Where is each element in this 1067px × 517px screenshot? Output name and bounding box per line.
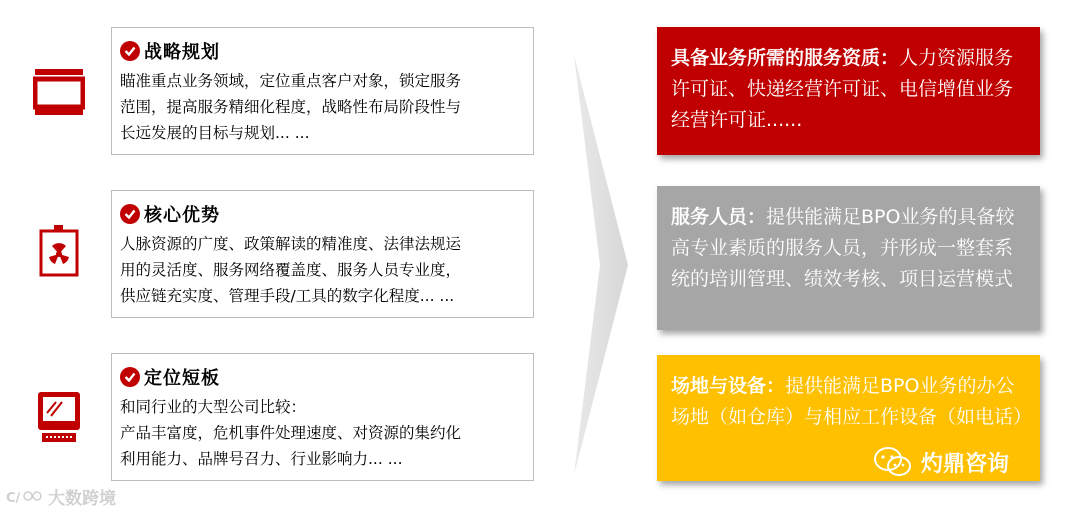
weibo-logo-icon xyxy=(6,487,44,507)
check-icon xyxy=(120,41,140,61)
card-core-advantage xyxy=(111,190,534,318)
card-title: 定位短板 xyxy=(144,368,220,389)
hazard-container-icon xyxy=(38,224,80,278)
card-title: 核心优势 xyxy=(144,205,220,226)
card-body: 和同行业的大型公司比较： 产品丰富度，危机事件处理速度、对资源的集约化 利用能力、品牌号召力、行业影响力... ... xyxy=(120,398,462,468)
card-weakness xyxy=(111,353,534,481)
watermark-left xyxy=(6,484,116,509)
computer-terminal-icon xyxy=(36,390,82,444)
box-title: 场地与设备： xyxy=(671,375,786,397)
card-strategy xyxy=(111,27,534,155)
check-icon xyxy=(120,204,140,224)
box-text: 人力资源服务许可证、快递经营许可证、电信增值业务经营许可证...... xyxy=(671,47,1014,131)
chevron-arrow xyxy=(572,55,630,475)
box-qualification xyxy=(657,27,1040,155)
box-text: 提供能满足BPO业务的具备较高专业素质的服务人员，并形成一整套系统的培训管理、绩效考核、项目运营模式 xyxy=(671,206,1015,290)
box-staff xyxy=(657,186,1040,330)
box-title: 具备业务所需的服务资质： xyxy=(671,47,900,69)
box-text: 提供能满足BPO业务的办公场地（如仓库）与相应工作设备（如电话） xyxy=(671,375,1033,428)
card-title: 战略规划 xyxy=(144,42,220,63)
svg-text:C/: C/ xyxy=(6,490,21,506)
monitor-frame-icon xyxy=(33,67,85,117)
check-icon xyxy=(120,367,140,387)
watermark-left-text: 大数跨境 xyxy=(48,489,116,509)
card-body: 瞄准重点业务领域，定位重点客户对象，锁定服务 范围，提高服务精细化程度，战略性布局阶段性与 长远发展的目标与规划... ... xyxy=(120,72,462,142)
watermark-right-text: 灼鼎咨询 xyxy=(921,451,1010,477)
watermark-right xyxy=(873,446,1009,478)
box-title: 服务人员： xyxy=(671,206,767,228)
card-body: 人脉资源的广度、政策解读的精准度、法律法规运 用的灵活度、服务网络覆盖度、服务人员专业度， 供应链充实度、管理手段/工具的数字化程度... ... xyxy=(120,235,462,305)
wechat-icon xyxy=(873,446,913,478)
